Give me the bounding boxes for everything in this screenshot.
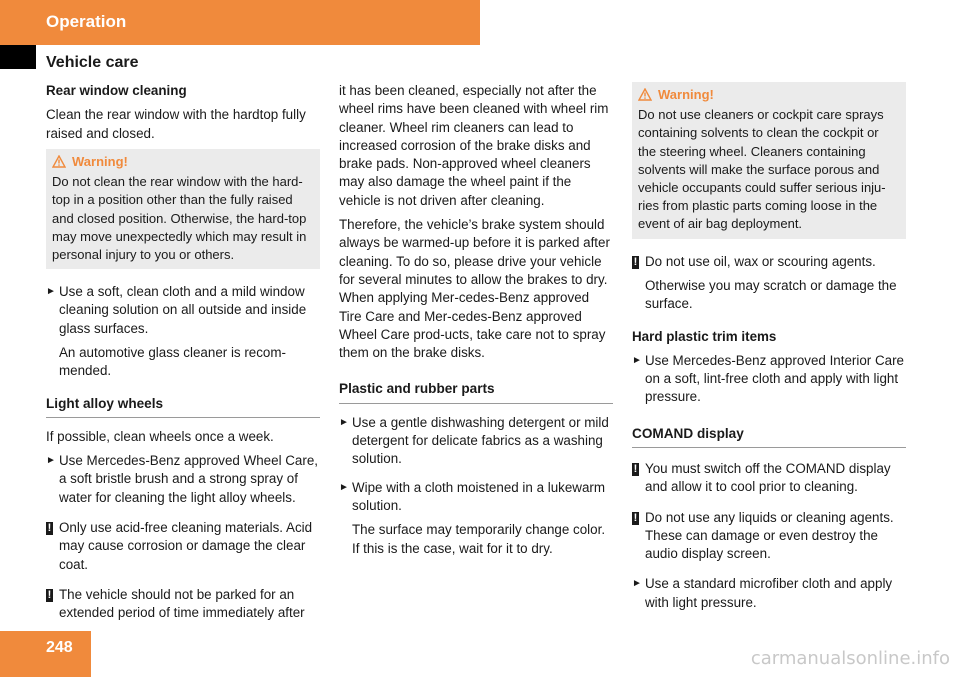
section-title: Vehicle care [46,54,139,71]
arrow-right-icon: ► [632,578,642,590]
chapter-title: Operation [46,12,127,31]
list-item-subtext: An automotive glass cleaner is recom-mended. [59,345,286,379]
list-item-subtext: The surface may temporarily change color. If this is the case, wait for it to dry. [352,522,606,556]
comand-display-heading: COMAND display [632,425,906,448]
section-tab-marker [0,45,36,69]
column-3 [632,82,906,618]
exclamation-icon: ! [47,588,52,601]
paragraph: it has been cleaned, especially not after the wheel rims have been cleaned with wheel rim cleaner. Wheel rim cleaners can lead to increased corrosion of the brake disks and brake pads. Non-approved wheel cleaners may also damage the wheel paint if the vehicle is not driven after cleaning. [339,83,609,208]
plastic-rubber-heading: Plastic and rubber parts [339,380,613,403]
warning-triangle-icon [52,155,66,168]
warning-text: Do not clean the rear window with the hard-top in a position other than the fully raised and closed position. Otherwise, the hard-top may move unexpectedly which may result in personal injury to you or others. [52,174,307,262]
note-item: ! The vehicle should not be parked for an extended period of time immediately after [47,586,305,621]
column-1 [46,82,320,629]
list-item: ► Use a standard microfiber cloth and apply with light pressure. [632,576,893,610]
exclamation-icon: ! [47,522,52,535]
list-item: ► Use Mercedes-Benz approved Interior Care on a soft, lint-free cloth and apply with light pressure. [632,352,905,405]
warning-title: Warning! [638,86,900,104]
arrow-right-icon: ► [46,286,56,298]
arrow-right-icon: ► [339,416,349,428]
arrow-right-icon: ► [46,455,56,467]
exclamation-icon: ! [633,511,638,524]
arrow-right-icon: ► [632,354,642,366]
list-item: ► Wipe with a cloth moistened in a lukewarm solution. [339,479,606,513]
warning-text: Do not use cleaners or cockpit care sprays containing solvents to clean the cockpit or the steering wheel. Cleaners containing solvents will make the surface porous and vehicle occupants could suffer serious inju-ries from plastic parts coming loose in the event of air bag deployment. [638,107,886,232]
note-item: ! Only use acid-free cleaning materials. Acid may cause corrosion or damage the clear coat. [47,520,313,572]
page-number: 248 [46,639,73,656]
note-subtext: Otherwise you may scratch or damage the surface. [645,277,897,312]
note-item: ! Do not use any liquids or cleaning agents. These can damage or even destroy the audio display screen. [633,509,894,562]
warning-triangle-icon [638,88,652,101]
column-2 [339,82,613,564]
paragraph: Therefore, the vehicle’s brake system should always be warmed-up before it is parked after cleaning. To do so, please drive your vehicle for several minutes to allow the brakes to dry. When applying Mer-cedes-Benz approved Tire Care and Mer-cedes-Benz approved Wheel Care prod-ucts, take care not to spray them on the brake disks. [339,217,610,361]
list-item: ► Use a gentle dishwashing detergent or mild detergent for delicate fabrics as a washing solution. [339,414,609,467]
exclamation-icon: ! [633,255,638,268]
arrow-right-icon: ► [339,481,349,493]
wheels-intro: If possible, clean wheels once a week. [46,428,274,444]
list-item: ► Use a soft, clean cloth and a mild window cleaning solution on all outside and inside glass surfaces. [46,284,307,336]
note-item: ! Do not use oil, wax or scouring agents. [633,253,876,269]
rear-window-heading: Rear window cleaning [46,83,187,98]
light-alloy-wheels-heading: Light alloy wheels [46,395,320,418]
list-item: ► Use Mercedes-Benz approved Wheel Care, a soft bristle brush and a strong spray of water for cleaning the light alloy wheels. [46,453,319,505]
rear-window-intro: Clean the rear window with the hardtop fully raised and closed. [46,107,306,141]
hard-plastic-heading: Hard plastic trim items [632,328,777,344]
note-item: ! You must switch off the COMAND display and allow it to cool prior to cleaning. [633,461,891,495]
warning-box [632,82,906,239]
watermark: carmanualsonline.info [750,648,950,669]
warning-title: Warning! [52,153,314,171]
warning-box [46,149,320,269]
exclamation-icon: ! [633,463,638,475]
